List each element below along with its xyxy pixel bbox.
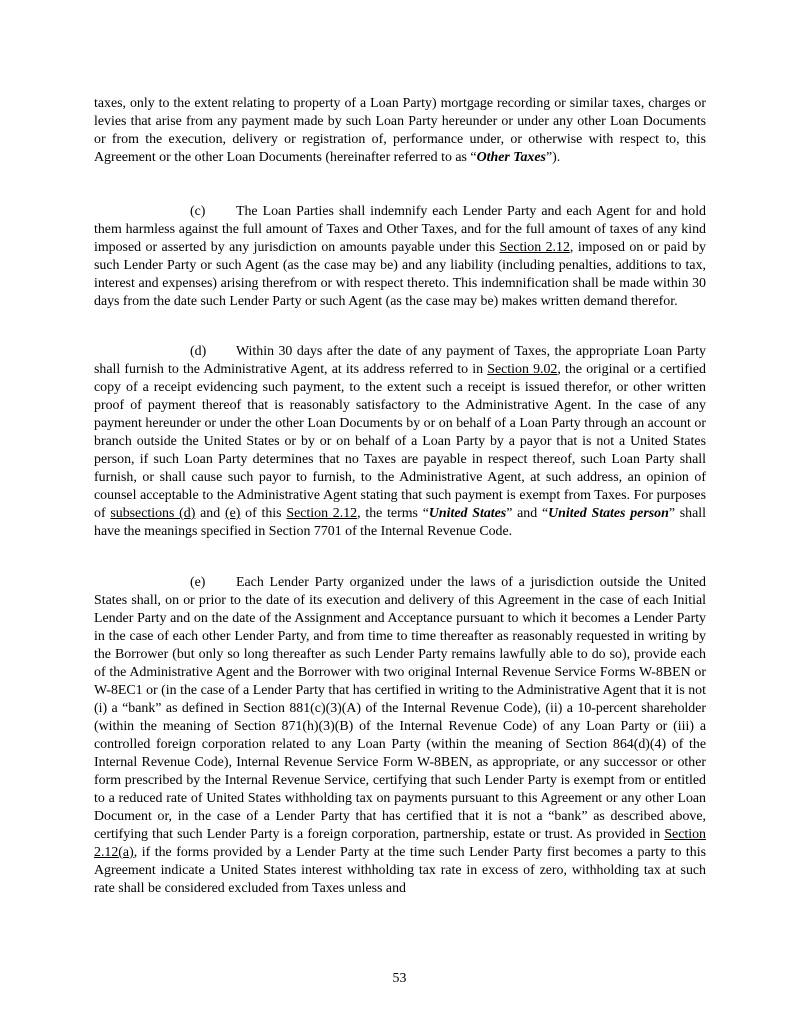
section-reference: Section 2.12 xyxy=(286,506,358,521)
paragraph-text: ” and “ xyxy=(506,506,549,521)
clause-label: (e) xyxy=(190,575,206,590)
paragraph-c xyxy=(94,203,706,311)
paragraph-text: ” shall have the meanings specified in Section 7701 of the Internal Revenue Code. xyxy=(94,506,706,539)
defined-term-other-taxes: Other Taxes xyxy=(476,150,546,165)
paragraph-e xyxy=(94,574,706,898)
paragraph-text: Within 30 days after the date of any payment of Taxes, the appropriate Loan Party shall furnish to the Administrative Agent, at its address referred to in xyxy=(94,344,706,377)
paragraph-text: , imposed on or paid by such Lender Party or such Agent (as the case may be) and any liability (including penalties, additions to tax, interest and expenses) arising therefrom or with respect thereto. This indemnification shall be made within 30 days from the date such Lender Party or such Agent (as the case may be) makes written demand therefor. xyxy=(94,240,706,309)
paragraph-text: Each Lender Party organized under the laws of a jurisdiction outside the United States shall, on or prior to the date of its execution and delivery of this Agreement in the case of each Initial Lender Party and on the date of the Assignment and Acceptance pursuant to which it becomes a Lender Party in the case of each other Lender Party, and from time to time thereafter as reasonably requested in writing by the Borrower (but only so long thereafter as such Lender Party remains lawfully able to do so), provide each of the Administrative Agent and the Borrower with two original Internal Revenue Service Forms W-8BEN or W-8EC1 or (in the case of a Lender Party that has certified in writing to the Administrative Agent that it is not (i) a “bank” as defined in Section 881(c)(3)(A) of the Internal Revenue Code), (ii) a 10-percent shareholder (within the meaning of Section 871(h)(3)(B) of the Internal Revenue Code) of any Loan Party or (iii) a controlled foreign corporation related to any Loan Party (within the meaning of Section 864(d)(4) of the Internal Revenue Code), Internal Revenue Service Form W-8BEN, as appropriate, or any successor or other form prescribed by the Internal Revenue Service, certifying that such Lender Party is exempt from or entitled to a reduced rate of United States withholding tax on payments pursuant to this Agreement or any other Loan Document or, in the case of a Lender Party that has certified that it is not a “bank” as described above, certifying that such Lender Party is a foreign corporation, partnership, estate or trust. As provided in xyxy=(94,575,706,842)
paragraph-text: and xyxy=(195,506,225,521)
paragraph-text: , the terms “ xyxy=(357,506,429,521)
clause-label: (c) xyxy=(190,204,206,219)
section-reference: subsections (d) xyxy=(110,506,196,521)
section-reference: Section 2.12 xyxy=(499,240,570,255)
paragraph-text: taxes, only to the extent relating to property of a Loan Party) mortgage recording or similar taxes, charges or levies that arise from any payment made by such Loan Party hereunder or under any other Loan Documents or from the execution, delivery or registration of, performance under, or otherwise with respect to, this Agreement or the other Loan Documents (hereinafter referred to as “ xyxy=(94,96,706,165)
clause-label: (d) xyxy=(190,344,207,359)
paragraph-text: , if the forms provided by a Lender Party at the time such Lender Party first becomes a party to this Agreement indicate a United States interest withholding tax rate in excess of zero, withholding tax at such rate shall be considered excluded from Taxes unless and xyxy=(94,845,706,896)
page-number: 53 xyxy=(392,971,407,986)
paragraph-text: of this xyxy=(240,506,287,521)
section-reference: (e) xyxy=(224,506,241,521)
paragraph-other-taxes xyxy=(94,95,706,167)
paragraph-text: ”). xyxy=(545,150,561,165)
section-reference: Section 2.12(a) xyxy=(94,827,706,860)
paragraph-text: , the original or a certified copy of a receipt evidencing such payment, to the extent such a receipt is issued therefor, or other written proof of payment thereof that is reasonably satisfactory to the Administrative Agent. In the case of any payment hereunder or under the other Loan Documents by or on behalf of a Loan Party through an account or branch outside the United States or by or on behalf of a Loan Party by a payor that is not a United States person, if such Loan Party determines that no Taxes are payable in respect thereof, such Loan Party shall furnish, or shall cause such payor to furnish, to the Administrative Agent, at such address, an opinion of counsel acceptable to the Administrative Agent stating that such payment is exempt from Taxes. For purposes of xyxy=(94,362,706,521)
section-reference: Section 9.02 xyxy=(487,362,558,377)
paragraph-text: The Loan Parties shall indemnify each Lender Party and each Agent for and hold them harmless against the full amount of Taxes and Other Taxes, and for the full amount of taxes of any kind imposed or asserted by any jurisdiction on amounts payable under this xyxy=(94,204,706,255)
defined-term-united-states-person: United States person xyxy=(548,506,669,521)
paragraph-d xyxy=(94,343,706,541)
defined-term-united-states: United States xyxy=(428,506,507,521)
